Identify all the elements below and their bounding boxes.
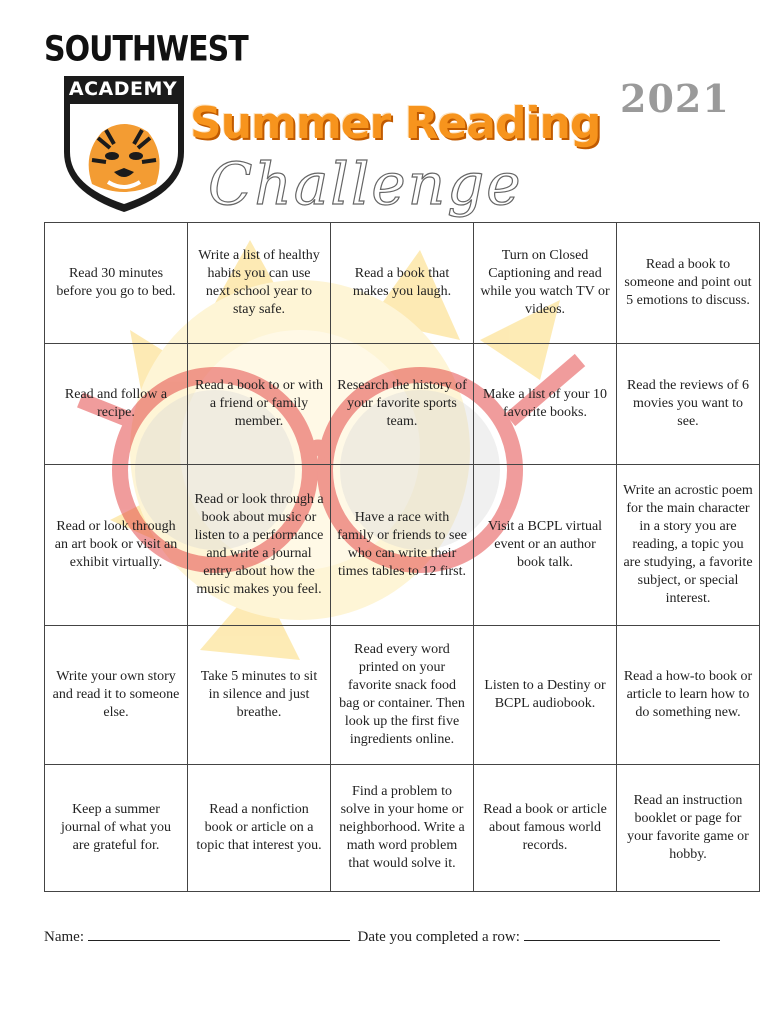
board-cell: Write an acrostic poem for the main character in a story you are reading, a topic you are studying, a favorite subject, or special interest. [617,465,760,626]
board-cell: Write your own story and read it to someone else. [45,626,188,765]
board-cell: Have a race with family or friends to see who can write their times tables to 12 first. [331,465,474,626]
board-cell: Read or look through a book about music or listen to a performance and write a journal entry about how the music makes you feel. [188,465,331,626]
board-row [45,465,760,626]
year-label: 2021 [620,76,730,121]
board-cell: Listen to a Destiny or BCPL audiobook. [474,626,617,765]
board-cell: Research the history of your favorite sports team. [331,344,474,465]
date-field[interactable] [524,926,720,941]
completion-form [44,926,720,946]
logo-school-name: SOUTHWEST [44,29,248,70]
board-row [45,344,760,465]
board-cell: Read a nonfiction book or article on a topic that interest you. [188,765,331,892]
board-cell: Read every word printed on your favorite snack food bag or container. Then look up the first five ingredients online. [331,626,474,765]
board-cell: Find a problem to solve in your home or neighborhood. Write a math word problem that would solve it. [331,765,474,892]
board-cell: Read and follow a recipe. [45,344,188,465]
board-cell: Read an instruction booklet or page for your favorite game or hobby. [617,765,760,892]
board-cell: Keep a summer journal of what you are grateful for. [45,765,188,892]
board-cell: Read a how-to book or article to learn how to do something new. [617,626,760,765]
board-cell: Write a list of healthy habits you can use next school year to stay safe. [188,223,331,344]
board-cell: Read a book or article about famous world records. [474,765,617,892]
name-label: Name: [44,929,84,945]
board-cell: Read a book to or with a friend or family member. [188,344,331,465]
name-field[interactable] [88,926,350,941]
board-row [45,223,760,344]
board-cell: Visit a BCPL virtual event or an author book talk. [474,465,617,626]
board-cell: Make a list of your 10 favorite books. [474,344,617,465]
school-logo [44,26,248,216]
logo-academy-label: ACADEMY [68,78,178,100]
page-subtitle: Challenge [208,150,523,218]
board-cell: Turn on Closed Captioning and read while you watch TV or videos. [474,223,617,344]
board-cell: Read or look through an art book or visit an exhibit virtually. [45,465,188,626]
board-cell: Take 5 minutes to sit in silence and just breathe. [188,626,331,765]
board-cell: Read a book that makes you laugh. [331,223,474,344]
board-row [45,626,760,765]
page-title: Summer Reading [190,98,601,149]
date-label: Date you completed a row: [357,929,520,945]
board-cell: Read the reviews of 6 movies you want to see. [617,344,760,465]
challenge-board [44,222,760,892]
board-row [45,765,760,892]
board-cell: Read a book to someone and point out 5 emotions to discuss. [617,223,760,344]
board-cell: Read 30 minutes before you go to bed. [45,223,188,344]
